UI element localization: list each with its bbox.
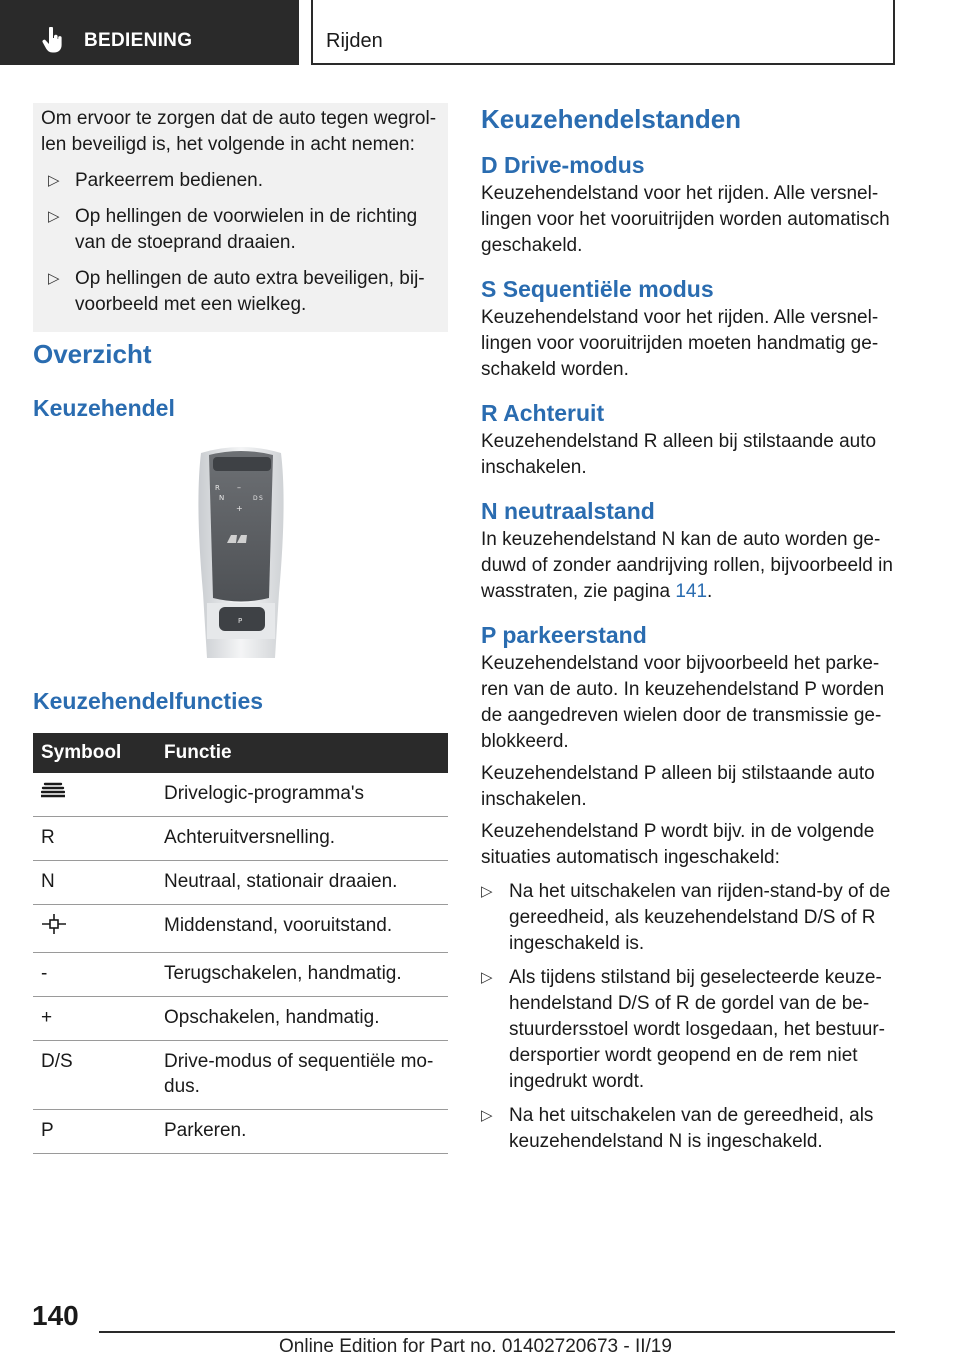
table-cell-function: Achteruitversnelling. — [156, 817, 448, 861]
note-item — [41, 266, 438, 318]
functions-table — [33, 733, 448, 1154]
table-cell-symbol: N — [33, 861, 156, 905]
footer-divider — [99, 1331, 895, 1333]
p-list-item-text: Als tijdens stilstand bij geselecteerde keuzehendelstand D/S of R de gordel van de bestuurdersstoel wordt losgedaan, het bestuurdersportier wordt geopend en de rem niet ingedrukt wordt. — [509, 967, 885, 1092]
header-chapter-box — [311, 0, 895, 65]
header-section-tab — [0, 0, 299, 65]
lever-label-n: N — [219, 494, 225, 502]
left-column — [33, 103, 448, 332]
header-section-label: BEDIENING — [84, 30, 193, 51]
right-column — [481, 103, 896, 1155]
note-item — [41, 168, 438, 194]
safety-note-box — [33, 103, 448, 332]
n-text-after: . — [707, 581, 713, 602]
triangle-bullet-icon: ▷ — [48, 270, 60, 287]
table-row — [33, 905, 448, 953]
page-number: 140 — [32, 1300, 79, 1331]
lever-label-r: R — [215, 484, 220, 492]
p-list-item — [481, 879, 896, 957]
table-cell-function: Middenstand, vooruitstand. — [156, 905, 448, 953]
lever-label-s: S — [259, 495, 263, 502]
table-cell-function: Opschakelen, handmatig. — [156, 997, 448, 1041]
heading-keuzehendelstanden: Keuzehendelstanden — [481, 104, 742, 134]
table-cell-symbol — [33, 905, 156, 953]
triangle-bullet-icon: ▷ — [481, 1107, 493, 1124]
header-chapter-label: Rijden — [326, 30, 383, 52]
p-list-item — [481, 1103, 896, 1155]
heading-p-park: P parkeerstand — [481, 622, 647, 648]
gear-selector-illustration — [193, 443, 289, 658]
table-row — [33, 1110, 448, 1154]
p-list-item — [481, 965, 896, 1095]
note-item-text: Op hellingen de voorwielen in de richting van de stoeprand draaien. — [75, 206, 418, 253]
table-cell-function: Terugschakelen, handmatig. — [156, 953, 448, 997]
table-row — [33, 773, 448, 817]
p-list-item-text: Na het uitschakelen van rijden-stand-by of de gereedheid, als keuzehendelstand D/S of R ingeschakeld is. — [509, 881, 891, 954]
heading-n-neutral: N neutraalstand — [481, 498, 655, 524]
footer-edition: Online Edition for Part no. 01402720673 - II/19 — [279, 1336, 672, 1357]
s-text: Keuzehendelstand voor het rijden. Alle versnellingen voor vooruitrijden moeten handmatig geschakeld worden. — [481, 307, 879, 380]
page-link-141[interactable]: 141 — [675, 581, 708, 602]
table-header-symbol: Symbool — [33, 733, 156, 773]
heading-functies: Keuzehendelfuncties — [33, 688, 264, 714]
heading-r-reverse: R Achteruit — [481, 400, 605, 426]
p-list-item-text: Na het uitschakelen van de gereedheid, als keuzehendelstand N is ingeschakeld. — [509, 1105, 874, 1152]
center-position-icon — [41, 913, 67, 935]
lever-label-d: D — [253, 495, 258, 502]
triangle-bullet-icon: ▷ — [481, 883, 493, 900]
n-text — [481, 527, 896, 605]
p-text-2: Keuzehendelstand P alleen bij stilstaande auto inschakelen. — [481, 763, 875, 810]
heading-s-sequential: S Sequentiële modus — [481, 276, 714, 302]
table-cell-symbol — [33, 773, 156, 817]
note-item-text: Parkeerrem bedienen. — [75, 170, 263, 191]
n-text-before: In keuzehendelstand N kan de auto worden geduwd of zonder aandrijving rollen, bijvoorbeeld in wasstraten, zie pagina — [481, 529, 893, 602]
table-cell-function: Parkeren. — [156, 1110, 448, 1154]
p-text-1: Keuzehendelstand voor bijvoorbeeld het parkeren van de auto. In keuzehendelstand P worden de aangedreven wielen door de transmissie geblokkeerd. — [481, 653, 885, 752]
lever-label-plus: + — [236, 504, 243, 513]
heading-d-drive: D Drive-modus — [481, 152, 645, 178]
lever-label-p: P — [238, 617, 243, 625]
r-text: Keuzehendelstand R alleen bij stilstaande auto inschakelen. — [481, 431, 877, 478]
hand-pointer-icon — [42, 27, 64, 53]
lever-label-minus: – — [237, 483, 241, 492]
table-row — [33, 861, 448, 905]
table-cell-function: Drive-modus of sequentiële modus. — [156, 1041, 448, 1110]
table-header-row — [33, 733, 448, 773]
note-intro: Om ervoor te zorgen dat de auto tegen wegrollen beveiligd is, het volgende in acht nemen: — [41, 108, 437, 155]
p-text-3: Keuzehendelstand P wordt bijv. in de volgende situaties automatisch ingeschakeld: — [481, 821, 875, 868]
table-row — [33, 817, 448, 861]
note-item — [41, 204, 438, 256]
lever-top-button — [213, 457, 271, 471]
table-cell-symbol: - — [33, 953, 156, 997]
drivelogic-icon — [41, 781, 65, 799]
table-cell-symbol: D/S — [33, 1041, 156, 1110]
heading-overzicht: Overzicht — [33, 339, 152, 369]
d-text: Keuzehendelstand voor het rijden. Alle versnellingen voor het vooruitrijden worden automatisch geschakeld. — [481, 183, 890, 256]
table-row — [33, 953, 448, 997]
triangle-bullet-icon: ▷ — [48, 172, 60, 189]
note-item-text: Op hellingen de auto extra beveiligen, bijvoorbeeld met een wielkeg. — [75, 268, 425, 315]
table-cell-function: Drivelogic-programma's — [156, 773, 448, 817]
table-cell-symbol: R — [33, 817, 156, 861]
triangle-bullet-icon: ▷ — [48, 208, 60, 225]
table-row — [33, 1041, 448, 1110]
table-cell-symbol: + — [33, 997, 156, 1041]
heading-keuzehendel: Keuzehendel — [33, 395, 175, 421]
triangle-bullet-icon: ▷ — [481, 969, 493, 986]
table-cell-symbol: P — [33, 1110, 156, 1154]
table-cell-function: Neutraal, stationair draaien. — [156, 861, 448, 905]
table-row — [33, 997, 448, 1041]
table-header-function: Functie — [156, 733, 448, 773]
